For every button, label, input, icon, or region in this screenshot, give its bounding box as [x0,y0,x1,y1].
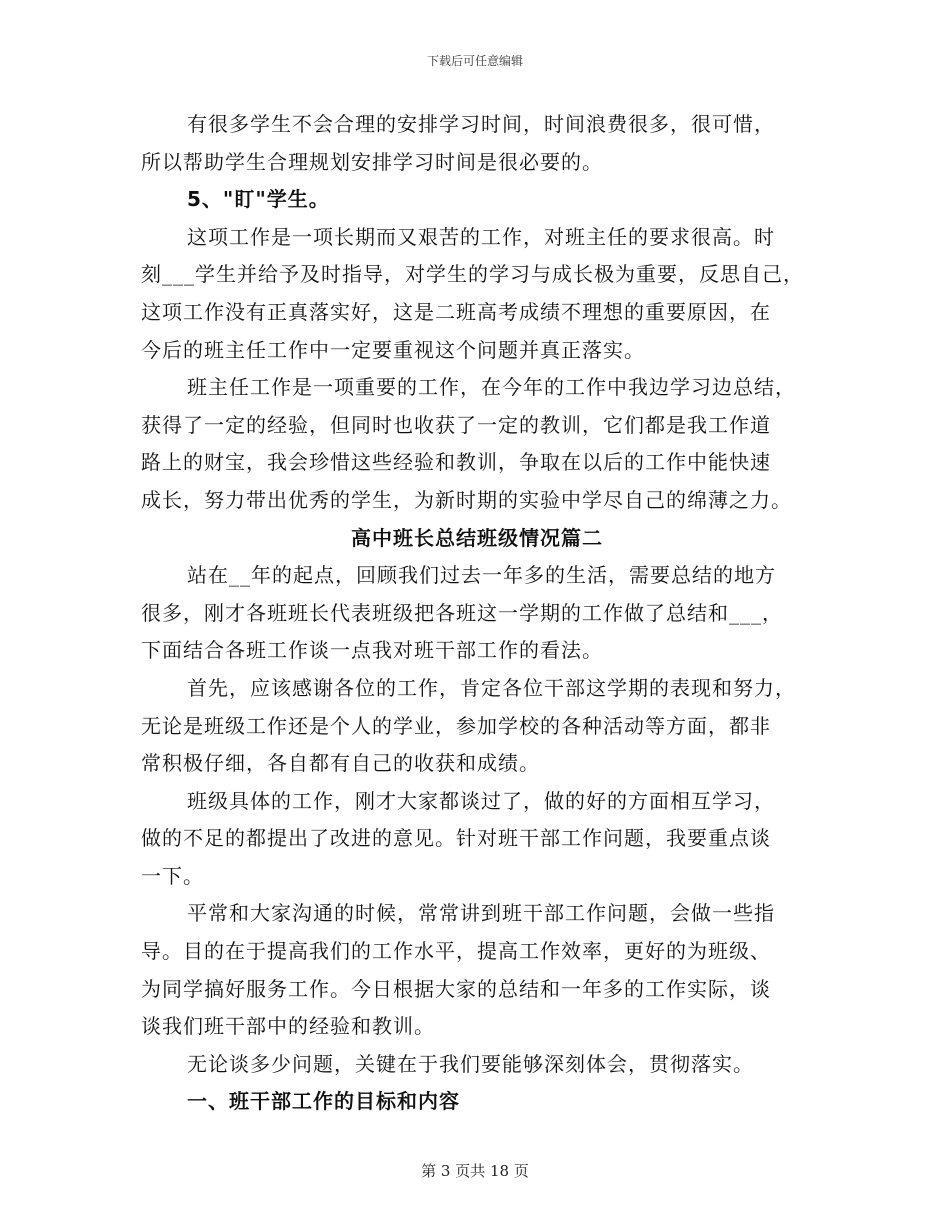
paragraph-line: 获得了一定的经验，但同时也收获了一定的教训，它们都是我工作道 [141,412,771,437]
paragraph-line: 成长，努力带出优秀的学生，为新时期的实验中学尽自己的绵薄之力。 [141,487,792,512]
paragraph-line: 一下。 [141,863,204,888]
heading-line: 5、"盯"学生。 [187,187,330,212]
paragraph-line: 为同学搞好服务工作。今日根据大家的总结和一年多的工作实际，谈 [141,976,771,1001]
page-header: 下载后可任意编辑 [426,54,523,68]
paragraph-line: 班主任工作是一项重要的工作，在今年的工作中我边学习边总结， [187,375,796,400]
paragraph-line: 这项工作是一项长期而又艰苦的工作，对班主任的要求很高。时 [187,224,775,249]
paragraph-line: 刻___学生并给予及时指导，对学生的学习与成长极为重要，反思自己， [141,262,804,287]
paragraph-line: 有很多学生不会合理的安排学习时间，时间浪费很多，很可惜， [187,112,775,136]
paragraph-line: 路上的财宝，我会珍惜这些经验和教训，争取在以后的工作中能快速 [141,450,771,475]
paragraph-line: 今后的班主任工作中一定要重视这个问题并真正落实。 [141,337,645,362]
heading-line: 高中班长总结班级情况篇二 [351,525,603,550]
paragraph-line: 导。目的在于提高我们的工作水平，提高工作效率，更好的为班级、 [141,939,771,964]
paragraph-line: 平常和大家沟通的时候，常常讲到班干部工作问题，会做一些指 [187,901,775,926]
paragraph-line: 所以帮助学生合理规划安排学习时间是很必要的。 [141,149,603,174]
paragraph-line: 班级具体的工作，刚才大家都谈过了，做的好的方面相互学习， [187,788,775,813]
document-body [141,106,813,1121]
paragraph-line: 谈我们班干部中的经验和教训。 [141,1014,435,1039]
paragraph-line: 站在__年的起点，回顾我们过去一年多的生活，需要总结的地方 [187,563,776,588]
paragraph-line: 常积极仔细，各自都有自己的收获和成绩。 [141,751,540,776]
paragraph-line: 下面结合各班工作谈一点我对班干部工作的看法。 [141,638,603,663]
paragraph-line: 这项工作没有正真落实好，这是二班高考成绩不理想的重要原因，在 [141,299,771,324]
page-footer: 第 3 页共 18 页 [421,1162,529,1180]
paragraph-line: 首先，应该感谢各位的工作，肯定各位干部这学期的表现和努力， [187,675,796,700]
heading-line: 一、班干部工作的目标和内容 [187,1089,460,1114]
paragraph-line: 无论谈多少问题，关键在于我们要能够深刻体会，贯彻落实。 [187,1051,754,1076]
paragraph-line: 很多，刚才各班班长代表班级把各班这一学期的工作做了总结和___， [141,600,783,625]
paragraph-line: 无论是班级工作还是个人的学业，参加学校的各种活动等方面，都非 [141,713,771,738]
paragraph-line: 做的不足的都提出了改进的意见。针对班干部工作问题，我要重点谈 [141,826,771,851]
